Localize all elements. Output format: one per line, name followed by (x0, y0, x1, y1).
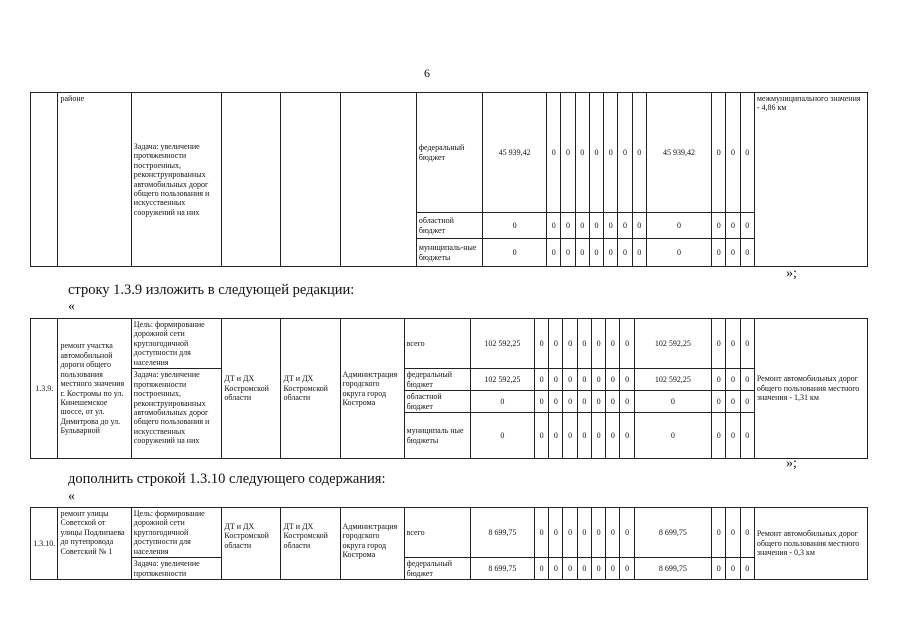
year-value: 0 (549, 391, 563, 413)
executor-cell: ДТ и ДХ Костромской области (222, 319, 281, 459)
year-value: 0 (591, 319, 605, 369)
event-name-cell: ремонт улицы Советской от улицы Подлипаева до путепровода Советский № 1 (58, 508, 131, 580)
year-value: 0 (547, 93, 561, 213)
year-value: 0 (606, 558, 620, 580)
year-value: 0 (740, 213, 754, 239)
year-value: 0 (604, 213, 618, 239)
page-number: 6 (424, 66, 430, 80)
year-amount: 45 939,42 (646, 93, 711, 213)
year-value: 0 (632, 213, 646, 239)
result-cell: межмуниципального значения - 4,86 км (754, 93, 867, 267)
year-amount: 0 (646, 213, 711, 239)
program-table-row-1-3-10 (30, 507, 868, 580)
year-value: 0 (712, 369, 726, 391)
year-value: 0 (547, 239, 561, 267)
year-value: 0 (726, 369, 740, 391)
year-value: 0 (575, 213, 589, 239)
year-value: 0 (577, 319, 591, 369)
year-value: 0 (726, 213, 740, 239)
year-amount: 0 (634, 413, 711, 459)
funding-source: федеральный бюджет (404, 369, 470, 391)
year-value: 0 (563, 319, 577, 369)
funding-source: федеральный бюджет (416, 93, 482, 213)
goal-cell: Цель: формирование дорожной сети круглогодичной доступности для населения (131, 508, 222, 558)
year-value: 0 (591, 508, 605, 558)
year-value: 0 (712, 319, 726, 369)
year-value: 0 (712, 508, 726, 558)
year-value: 0 (577, 391, 591, 413)
funding-total: 8 699,75 (470, 558, 534, 580)
year-value: 0 (534, 558, 548, 580)
instruction-heading: дополнить строкой 1.3.10 следующего содержания: (68, 471, 386, 487)
recipient-cell: Администрация городского округа город Кострома (340, 319, 404, 459)
year-value: 0 (563, 369, 577, 391)
year-value: 0 (549, 319, 563, 369)
funding-total: 0 (470, 413, 534, 459)
year-value: 0 (591, 391, 605, 413)
recipient-cell: Администрация городского округа город Кострома (340, 508, 404, 580)
year-amount: 8 699,75 (634, 508, 711, 558)
funding-total: 0 (483, 239, 547, 267)
co-executor-cell: ДТ и ДХ Костромской области (281, 319, 340, 459)
funding-source: муниципаль-ные бюджеты (416, 239, 482, 267)
year-value: 0 (575, 93, 589, 213)
opening-quote: « (68, 299, 75, 314)
year-value: 0 (712, 413, 726, 459)
year-value: 0 (712, 239, 726, 267)
funding-source: муниципаль ные бюджеты (404, 413, 470, 459)
year-value: 0 (604, 93, 618, 213)
year-value: 0 (740, 508, 754, 558)
year-value: 0 (712, 213, 726, 239)
funding-total: 8 699,75 (470, 508, 534, 558)
year-value: 0 (606, 369, 620, 391)
year-value: 0 (726, 391, 740, 413)
year-value: 0 (726, 413, 740, 459)
year-value: 0 (620, 558, 634, 580)
year-value: 0 (618, 213, 632, 239)
year-value: 0 (534, 508, 548, 558)
year-value: 0 (549, 369, 563, 391)
year-amount: 102 592,25 (634, 319, 711, 369)
year-value: 0 (620, 508, 634, 558)
year-value: 0 (549, 558, 563, 580)
year-value: 0 (620, 391, 634, 413)
funding-total: 0 (470, 391, 534, 413)
funding-source: всего (404, 508, 470, 558)
year-amount: 8 699,75 (634, 558, 711, 580)
year-value: 0 (712, 558, 726, 580)
year-value: 0 (577, 369, 591, 391)
year-value: 0 (534, 391, 548, 413)
task-cell: Задача: увеличение протяженности (131, 558, 222, 580)
year-value: 0 (589, 213, 603, 239)
result-cell: Ремонт автомобильных дорог общего пользования местного значения - 0,3 км (754, 508, 867, 580)
funding-total: 45 939,42 (483, 93, 547, 213)
year-value: 0 (620, 413, 634, 459)
year-value: 0 (606, 413, 620, 459)
year-value: 0 (534, 369, 548, 391)
year-value: 0 (726, 93, 740, 213)
year-value: 0 (561, 239, 575, 267)
year-value: 0 (606, 508, 620, 558)
year-value: 0 (589, 239, 603, 267)
year-value: 0 (632, 239, 646, 267)
year-value: 0 (620, 319, 634, 369)
year-value: 0 (563, 413, 577, 459)
year-value: 0 (534, 319, 548, 369)
task-cell: Задача: увеличение протяженности построенных, реконструированных автомобильных дорог общего пользования и искусственных сооружений на них (131, 93, 222, 267)
year-value: 0 (563, 558, 577, 580)
funding-total: 0 (483, 213, 547, 239)
year-value: 0 (712, 93, 726, 213)
funding-source: областной бюджет (416, 213, 482, 239)
year-value: 0 (740, 319, 754, 369)
year-value: 0 (712, 391, 726, 413)
opening-quote: « (68, 489, 75, 504)
year-value: 0 (726, 508, 740, 558)
co-executor-cell: ДТ и ДХ Костромской области (281, 508, 340, 580)
year-value: 0 (534, 413, 548, 459)
year-value: 0 (606, 319, 620, 369)
year-value: 0 (740, 391, 754, 413)
goal-cell: Цель: формирование дорожной сети круглогодичной доступности для населения (131, 319, 222, 369)
year-value: 0 (561, 93, 575, 213)
event-name-cell: районе (58, 93, 131, 267)
year-value: 0 (575, 239, 589, 267)
year-value: 0 (620, 369, 634, 391)
year-value: 0 (563, 391, 577, 413)
year-value: 0 (591, 369, 605, 391)
executor-cell (222, 93, 281, 267)
year-value: 0 (577, 413, 591, 459)
co-executor-cell (281, 93, 340, 267)
row-number: 1.3.9. (31, 319, 58, 459)
year-value: 0 (549, 508, 563, 558)
year-value: 0 (726, 239, 740, 267)
year-value: 0 (740, 413, 754, 459)
year-value: 0 (577, 508, 591, 558)
funding-total: 102 592,25 (470, 319, 534, 369)
year-value: 0 (547, 213, 561, 239)
year-value: 0 (563, 508, 577, 558)
year-value: 0 (726, 558, 740, 580)
year-amount: 102 592,25 (634, 369, 711, 391)
recipient-cell (340, 93, 416, 267)
year-value: 0 (740, 369, 754, 391)
executor-cell: ДТ и ДХ Костромской области (222, 508, 281, 580)
closing-quote: »; (786, 266, 797, 281)
year-value: 0 (577, 558, 591, 580)
closing-quote: »; (786, 456, 797, 471)
funding-total: 102 592,25 (470, 369, 534, 391)
event-name-cell: ремонт участка автомобильной дороги общего пользования местного значения г. Костромы по ул. Кинешемское шоссе, от ул. Димитрова до ул. Бульварной (58, 319, 131, 459)
year-value: 0 (632, 93, 646, 213)
year-value: 0 (726, 319, 740, 369)
year-value: 0 (561, 213, 575, 239)
year-value: 0 (740, 93, 754, 213)
year-value: 0 (606, 391, 620, 413)
year-value: 0 (740, 239, 754, 267)
year-amount: 0 (634, 391, 711, 413)
funding-source: всего (404, 319, 470, 369)
row-number-cell (31, 93, 58, 267)
year-value: 0 (589, 93, 603, 213)
year-value: 0 (591, 558, 605, 580)
task-cell: Задача: увеличение протяженности построенных, реконструированных автомобильных дорог общего пользования и искусственных сооружений на них (131, 369, 222, 459)
year-value: 0 (618, 93, 632, 213)
program-table-row-1-3-9 (30, 318, 868, 459)
instruction-heading: строку 1.3.9 изложить в следующей редакции: (68, 282, 355, 298)
year-value: 0 (604, 239, 618, 267)
result-cell: Ремонт автомобильных дорог общего пользования местного значения - 1,31 км (754, 319, 867, 459)
funding-source: областной бюджет (404, 391, 470, 413)
funding-source: федеральный бюджет (404, 558, 470, 580)
year-value: 0 (618, 239, 632, 267)
program-table-continuation (30, 92, 868, 267)
year-amount: 0 (646, 239, 711, 267)
year-value: 0 (549, 413, 563, 459)
row-number: 1.3.10. (31, 508, 58, 580)
year-value: 0 (591, 413, 605, 459)
year-value: 0 (740, 558, 754, 580)
